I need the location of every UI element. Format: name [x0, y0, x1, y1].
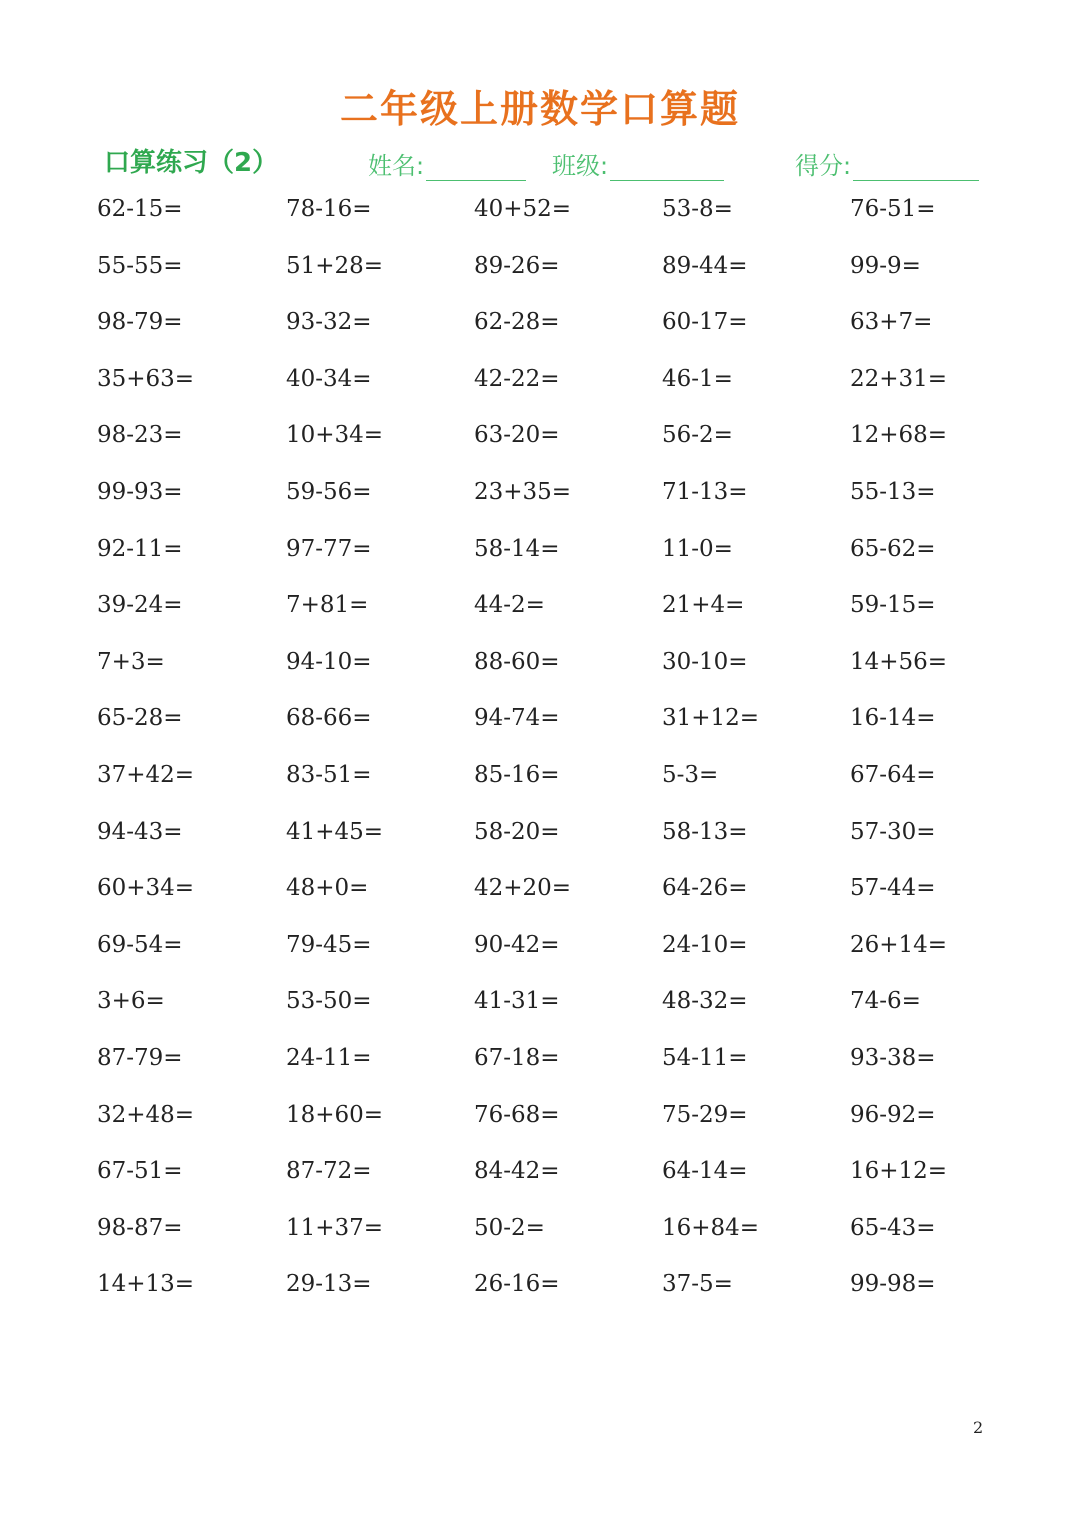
math-problem: 64-14=	[662, 1158, 748, 1185]
math-problem: 54-11=	[662, 1044, 748, 1071]
math-problem: 59-15=	[850, 592, 936, 619]
math-problem: 98-79=	[97, 309, 183, 336]
math-problem: 90-42=	[474, 931, 560, 958]
math-problem: 71-13=	[662, 478, 748, 505]
problem-row	[0, 536, 1080, 593]
math-problem: 89-44=	[662, 252, 748, 279]
math-problem: 76-68=	[474, 1101, 560, 1128]
math-problem: 58-20=	[474, 818, 560, 845]
math-problem: 64-26=	[662, 875, 748, 902]
math-problem: 42-22=	[474, 365, 560, 392]
math-problem: 56-2=	[662, 422, 733, 449]
score-label: 得分:	[795, 152, 852, 180]
math-problem: 68-66=	[286, 705, 372, 732]
math-problem: 87-79=	[97, 1044, 183, 1071]
math-problem: 50-2=	[474, 1214, 545, 1241]
math-problem: 58-14=	[474, 535, 560, 562]
math-problem: 26+14=	[850, 931, 948, 958]
math-problem: 7+3=	[97, 648, 165, 675]
math-problem: 48+0=	[286, 875, 369, 902]
math-problem: 63-20=	[474, 422, 560, 449]
problem-row	[0, 1045, 1080, 1102]
problem-row	[0, 932, 1080, 989]
math-problem: 83-51=	[286, 761, 372, 788]
problem-row	[0, 1215, 1080, 1272]
math-problem: 40+52=	[474, 196, 572, 222]
math-problem: 99-98=	[850, 1271, 936, 1298]
math-problem: 98-87=	[97, 1214, 183, 1241]
math-problem: 62-28=	[474, 309, 560, 336]
problem-row	[0, 253, 1080, 310]
math-problem: 11-0=	[662, 535, 733, 562]
math-problem: 60-17=	[662, 309, 748, 336]
math-problem: 97-77=	[286, 535, 372, 562]
math-problem: 44-2=	[474, 592, 545, 619]
math-problem: 40-34=	[286, 365, 372, 392]
math-problem: 14+56=	[850, 648, 948, 675]
math-problem: 21+4=	[662, 592, 745, 619]
math-problem: 93-32=	[286, 309, 372, 336]
class-label: 班级:	[552, 152, 609, 180]
math-problem: 62-15=	[97, 196, 183, 222]
math-problem: 16+84=	[662, 1214, 760, 1241]
math-problem: 37+42=	[97, 761, 195, 788]
math-problem: 75-29=	[662, 1101, 748, 1128]
math-problem: 39-24=	[97, 592, 183, 619]
math-problem: 60+34=	[97, 875, 195, 902]
math-problem: 14+13=	[97, 1271, 195, 1298]
math-problem: 67-18=	[474, 1044, 560, 1071]
problem-row	[0, 479, 1080, 536]
math-problem: 94-43=	[97, 818, 183, 845]
class-field[interactable]	[552, 146, 724, 181]
math-problem: 30-10=	[662, 648, 748, 675]
math-problem: 42+20=	[474, 875, 572, 902]
math-problem: 16+12=	[850, 1158, 948, 1185]
math-problem: 99-93=	[97, 478, 183, 505]
problem-row	[0, 875, 1080, 932]
math-problem: 10+34=	[286, 422, 384, 449]
math-problem: 65-43=	[850, 1214, 936, 1241]
math-problem: 3+6=	[97, 988, 165, 1015]
math-problem: 16-14=	[850, 705, 936, 732]
exercise-label: 口算练习（2）	[104, 148, 279, 178]
math-problem: 79-45=	[286, 931, 372, 958]
math-problem: 85-16=	[474, 761, 560, 788]
problem-row	[0, 705, 1080, 762]
math-problem: 93-38=	[850, 1044, 936, 1071]
problem-row	[0, 309, 1080, 366]
math-problem: 59-56=	[286, 478, 372, 505]
math-problem: 46-1=	[662, 365, 733, 392]
math-problem: 5-3=	[662, 761, 719, 788]
math-problem: 12+68=	[850, 422, 948, 449]
math-problem: 24-11=	[286, 1044, 372, 1071]
problem-row	[0, 819, 1080, 876]
problem-row	[0, 762, 1080, 819]
math-problem: 67-64=	[850, 761, 936, 788]
math-problem: 31+12=	[662, 705, 760, 732]
math-problem: 78-16=	[286, 196, 372, 222]
math-problem: 94-10=	[286, 648, 372, 675]
math-problem: 88-60=	[474, 648, 560, 675]
problem-row	[0, 1158, 1080, 1215]
math-problem: 94-74=	[474, 705, 560, 732]
math-problem: 92-11=	[97, 535, 183, 562]
math-problem: 26-16=	[474, 1271, 560, 1298]
math-problem: 55-13=	[850, 478, 936, 505]
problem-row	[0, 1271, 1080, 1328]
math-problem: 24-10=	[662, 931, 748, 958]
problem-row	[0, 988, 1080, 1045]
math-problem: 11+37=	[286, 1214, 384, 1241]
math-problem: 35+63=	[97, 365, 195, 392]
math-problem: 51+28=	[286, 252, 384, 279]
math-problem: 53-50=	[286, 988, 372, 1015]
problem-row	[0, 422, 1080, 479]
math-problem: 57-44=	[850, 875, 936, 902]
math-problem: 65-28=	[97, 705, 183, 732]
math-problem: 58-13=	[662, 818, 748, 845]
math-problem: 99-9=	[850, 252, 921, 279]
math-problem: 41+45=	[286, 818, 384, 845]
name-label: 姓名:	[368, 152, 425, 180]
class-blank-line[interactable]	[610, 154, 724, 181]
math-problem: 29-13=	[286, 1271, 372, 1298]
math-problem: 32+48=	[97, 1101, 195, 1128]
math-problem: 98-23=	[97, 422, 183, 449]
score-field[interactable]	[795, 146, 979, 181]
problem-grid	[0, 196, 1080, 1328]
math-problem: 67-51=	[97, 1158, 183, 1185]
worksheet-header	[0, 142, 1080, 182]
math-problem: 89-26=	[474, 252, 560, 279]
name-field[interactable]	[368, 146, 526, 181]
math-problem: 48-32=	[662, 988, 748, 1015]
problem-row	[0, 649, 1080, 706]
math-problem: 7+81=	[286, 592, 369, 619]
math-problem: 23+35=	[474, 478, 572, 505]
name-blank-line[interactable]	[426, 154, 526, 181]
math-problem: 65-62=	[850, 535, 936, 562]
math-problem: 41-31=	[474, 988, 560, 1015]
page-title: 二年级上册数学口算题	[339, 87, 740, 131]
problem-row	[0, 196, 1080, 253]
math-problem: 74-6=	[850, 988, 921, 1015]
math-problem: 96-92=	[850, 1101, 936, 1128]
math-problem: 87-72=	[286, 1158, 372, 1185]
math-problem: 18+60=	[286, 1101, 384, 1128]
math-problem: 76-51=	[850, 196, 936, 222]
page-number: 2	[973, 1418, 984, 1437]
math-problem: 69-54=	[97, 931, 183, 958]
problem-row	[0, 366, 1080, 423]
problem-row	[0, 592, 1080, 649]
math-problem: 63+7=	[850, 309, 933, 336]
math-problem: 55-55=	[97, 252, 183, 279]
math-problem: 22+31=	[850, 365, 948, 392]
math-problem: 53-8=	[662, 196, 733, 222]
math-problem: 84-42=	[474, 1158, 560, 1185]
math-problem: 37-5=	[662, 1271, 733, 1298]
problem-row	[0, 1102, 1080, 1159]
score-blank-line[interactable]	[853, 154, 979, 181]
math-problem: 57-30=	[850, 818, 936, 845]
